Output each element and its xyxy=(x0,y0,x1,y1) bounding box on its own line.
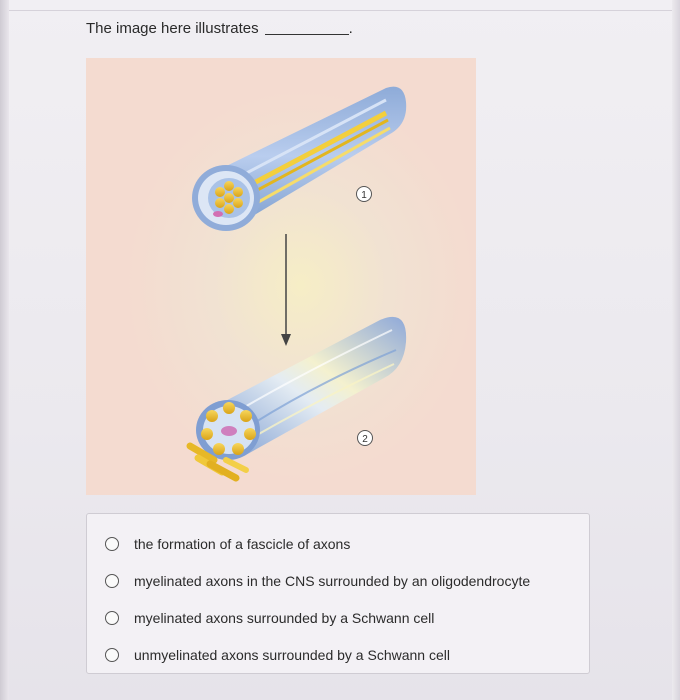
question-prompt: The image here illustrates xyxy=(86,20,259,37)
radio-button-1[interactable] xyxy=(105,537,119,551)
callout-1-label: 1 xyxy=(361,190,367,201)
radio-button-4[interactable] xyxy=(105,648,119,662)
question-figure xyxy=(86,58,476,495)
callout-2-label: 2 xyxy=(362,434,368,445)
option-3[interactable] xyxy=(105,610,434,626)
top-divider xyxy=(9,10,672,11)
option-4[interactable] xyxy=(105,647,450,663)
option-2[interactable] xyxy=(105,573,530,589)
callout-2 xyxy=(358,431,373,446)
option-3-label: myelinated axons surrounded by a Schwann cell xyxy=(134,610,435,626)
radio-button-2[interactable] xyxy=(105,574,119,588)
answer-blank xyxy=(265,34,349,35)
callout-1 xyxy=(357,187,372,202)
radio-button-3[interactable] xyxy=(105,611,119,625)
question-text xyxy=(86,20,353,37)
option-2-label: myelinated axons in the CNS surrounded by an oligodendrocyte xyxy=(134,573,531,589)
option-1-label: the formation of a fascicle of axons xyxy=(134,536,351,552)
axon-illustration xyxy=(86,58,476,495)
option-1[interactable] xyxy=(105,536,350,552)
question-suffix: . xyxy=(348,20,353,37)
answer-options xyxy=(86,513,590,674)
option-4-label: unmyelinated axons surrounded by a Schwann cell xyxy=(134,647,450,663)
screen-bezel-right xyxy=(672,0,680,700)
screen-bezel-left xyxy=(0,0,9,700)
